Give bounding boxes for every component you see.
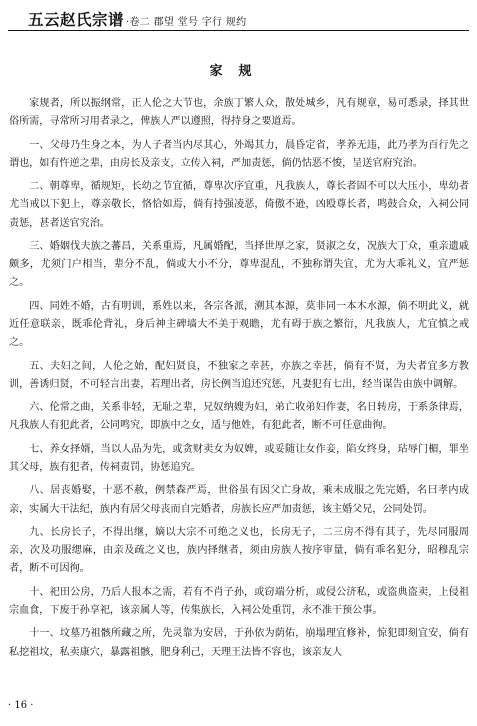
header-divider xyxy=(8,30,469,31)
intro-paragraph: 家规者，所以振纲常，正人伦之大节也，余族丁繁人众，散处城乡，凡有规章，易可悉录，择其世俗所需，寻常所习用者录之，俾族人严以遵照，得持身之要道焉。 xyxy=(9,98,469,128)
rule-paragraph: 五、夫妇之间，人伦之始，配妇贤良，不独家之幸甚，亦族之幸甚，倘有不贤，为夫者宜多方教训，善诱归贤，不可轻言出妻，若理出者，房长例当追还究惩，凡妻犯有七出，经当谋告由族中调解。 xyxy=(9,360,469,390)
page-number: · 16 · xyxy=(8,700,34,711)
rule-paragraph: 三、婚姻伐夫族之蕃昌，关系重焉，凡属婚配，当择世厚之家，贤淑之女，况族大丁众，重亲遗戚颇多，尤须门户相当，辈分不乱，倘或大小不分，尊卑混乱，不独称谓失宜，尤为大乖礼义，宜严惩之。 xyxy=(9,240,469,289)
rule-paragraph: 八、居丧婚娶，十恶不赦，例禁森严焉，世俗虽有因父亡身故，乘未成服之先完婚，名曰孝内成亲，实属大干法纪，族内有居父母丧而自完婚者，房族长应严加责惩，该主婚父兄，公同处罚。 xyxy=(9,485,469,515)
document-body xyxy=(9,95,469,667)
genealogy-title: 五云赵氏宗谱 xyxy=(28,10,125,29)
rule-paragraph: 十、祀田公房，乃后人报本之需，若有不肖子孙，或窃端分析，或侵公济私，或盗典盗卖，上侵祖宗血食，下废于孙享祀，该亲属人等，传集族长，入祠公处重罚，永不准干预公事。 xyxy=(9,586,469,616)
rule-paragraph: 七、养女择婿，当以人品为先，或贪财卖女为奴婢，或妥随让女作妾，陷女终身，玷辱门楣，罪坐其父母，族有犯者，传祠责罚，协惩追究。 xyxy=(9,443,469,473)
page-header xyxy=(28,8,468,30)
rule-paragraph: 二、朝尊卑，循规矩，长幼之节宜循，尊卑次序宜重，凡我族人，尊长者固不可以大压小，卑幼者尤当戒以下犯上，尊亲敬长，恪恰如焉，倘有持强凌恶，倚傲不逊，凶殴尊长者，鸣鼓合众，入祠公同责惩，甚者送官究治。 xyxy=(9,181,469,229)
rule-paragraph: 九、长房长子，不得出继，嫡以大宗不可绝之义也，长房无子，二三房不得有其子，先尽同服周亲，次及功服缌麻，由亲及疏之义也，族内择继者，须由房族人按序审量，倘有乖名犯分，昭穆乱宗者，断不可因徇。 xyxy=(9,526,469,575)
rule-paragraph: 一、父母乃生身之本，为人子者当内尽其心，外竭其力，晨昏定省，孝养无违，此乃孝为百行先之谓也，如有忤逆之辈，由房长及亲支，立传入祠，严加责惩，倘仍怙恶不悛，呈送官府究治。 xyxy=(9,139,469,169)
rule-paragraph: 六、伦常之曲，关系非轻，无耻之辈，兄奴纳嫂为妇，弟亡收弟妇作妻，名日转房，于系条律焉，凡我族人有犯此者，公同鸣究，即族中之女，适与他姓，有犯此者，断不可任意曲徇。 xyxy=(9,402,469,432)
volume-subtitle: ·卷二 郡望 堂号 字行 规约 xyxy=(126,17,247,28)
rule-paragraph: 四、同姓不婚，古有明训，系姓以来，各宗各派，溯其本源，莫非同一本木水源，倘不明此义，就近任意联亲，既乖伦背礼，身后神主碑墙大不美于观瞻，尤有碍于族之繁衍，凡我族人，尤宜慎之戒之。 xyxy=(9,300,469,349)
rule-paragraph: 十一、坟墓乃祖骸所藏之所，先灵靠为安居，于孙依为荫佑，崩塌理宜修补，惊犯即刻宜安，倘有私挖祖坟，私卖康穴，暴露祖骸，肥身利己，天理王法皆不容也，该亲友人 xyxy=(9,628,469,658)
section-heading: 家规 xyxy=(209,64,268,79)
